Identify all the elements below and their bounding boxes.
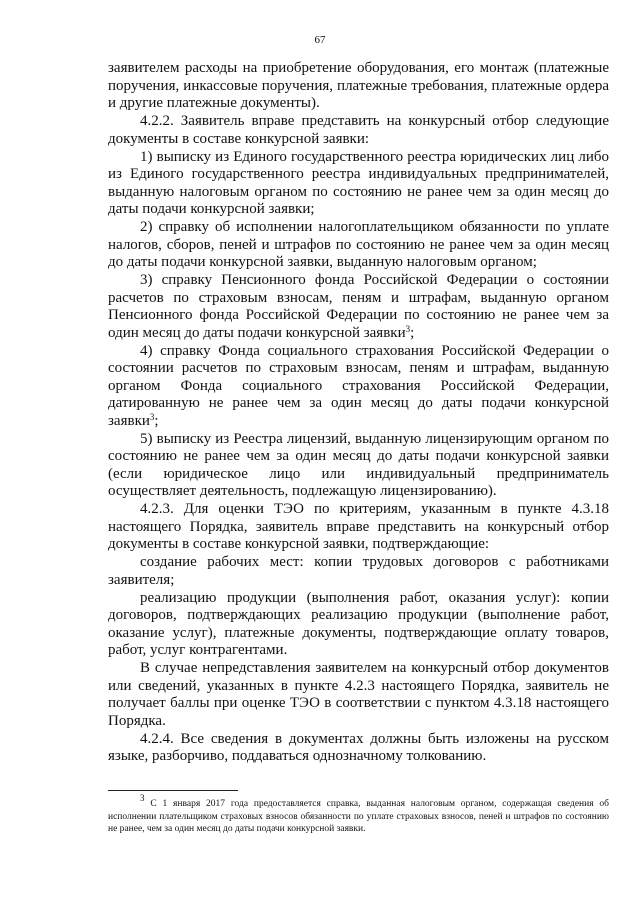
paragraph-text: реализацию продукции (выполнения работ, оказания услуг): копии договоров, подтверждающих реализацию продукции (выполнение работ, оказание услуг), платежные документы, подтверждающие оплату товаров, работ, услуг контрагентами.	[108, 589, 609, 658]
footnote-separator	[108, 790, 238, 791]
paragraph-4-2-3	[108, 501, 609, 554]
list-item-1	[108, 149, 609, 219]
list-item-3	[108, 272, 609, 342]
paragraph-text: 2) справку об исполнении налогоплательщиком обязанности по уплате налогов, сборов, пеней и штрафов по состоянию не ранее чем за один месяц до даты подачи конкурсной заявки, выданную налоговым органом;	[108, 219, 609, 270]
paragraph-text: 4) справку Фонда социального страхования Российской Федерации о состоянии расчетов по страховым взносам, пеням и штрафам, выданную органом Фонда социального страхования Российской Федерации, датированную не ранее чем за один месяц до даты подачи конкурсной заявки	[108, 342, 609, 429]
paragraph-text: 4.2.4. Все сведения в документах должны быть изложены на русском языке, разборчиво, поддаваться однозначному толкованию.	[108, 730, 609, 764]
paragraph-text: 3) справку Пенсионного фонда Российской Федерации о состоянии расчетов по страховым взносам, пеням и штрафам, выданную органом Пенсионного фонда Российской Федерации по состоянию не ранее чем за один месяц до даты подачи конкурсной заявки	[108, 272, 609, 341]
paragraph-sales	[108, 590, 609, 660]
footnote-reference: 3	[149, 411, 155, 422]
paragraph-text: 4.2.2. Заявитель вправе представить на конкурсный отбор следующие документы в составе конкурсной заявки:	[108, 113, 609, 147]
paragraph-text: В случае непредставления заявителем на конкурсный отбор документов или сведений, указанных в пункте 4.2.3 настоящего Порядка, заявитель не получает баллы при оценке ТЭО в соответствии с пунктом 4.3.18 настоящего Порядка.	[108, 660, 609, 729]
list-item-4	[108, 343, 609, 431]
footnote-reference: 3	[405, 323, 411, 334]
paragraph-text: заявителем расходы на приобретение оборудования, его монтаж (платежные поручения, инкассовые поручения, платежные требования, платежные ордера и другие платежные документы).	[108, 60, 609, 111]
paragraph-continuation	[108, 60, 609, 113]
paragraph-4-2-4	[108, 731, 609, 766]
list-item-2	[108, 219, 609, 272]
list-item-5	[108, 431, 609, 501]
paragraph-text: 1) выписку из Единого государственного реестра юридических лиц либо из Единого государственного реестра индивидуальных предпринимателей, выданную налоговым органом по состоянию не ранее чем за один месяц до даты подачи конкурсной заявки;	[108, 148, 609, 217]
document-body	[108, 60, 609, 766]
paragraph-text: 4.2.3. Для оценки ТЭО по критериям, указанным в пункте 4.3.18 настоящего Порядка, заявитель вправе представить на конкурсный отбор документы в составе конкурсной заявки, подтверждающие:	[108, 501, 609, 552]
footnote-text: С 1 января 2017 года предоставляется справка, выданная налоговым органом, содержащая сведения об исполнении плательщиком страховых взносов обязанности по уплате страховых взносов, пеней и штрафов по состоянию не ранее, чем за один месяц до даты подачи конкурсной заявки.	[108, 799, 609, 834]
footnote	[108, 793, 609, 836]
paragraph-4-2-2	[108, 113, 609, 148]
paragraph-jobs	[108, 554, 609, 589]
paragraph-tail: ;	[154, 412, 159, 429]
paragraph-text: создание рабочих мест: копии трудовых договоров с работниками заявителя;	[108, 554, 609, 588]
footnote-mark: 3	[140, 793, 145, 803]
page-number: 67	[314, 34, 326, 46]
paragraph-nonsubmission	[108, 660, 609, 730]
paragraph-text: 5) выписку из Реестра лицензий, выданную лицензирующим органом по состоянию не ранее чем за один месяц до даты подачи конкурсной заявки (если юридическое лицо или индивидуальный предприниматель осуществляет деятельность, подлежащую лицензированию).	[108, 430, 609, 499]
paragraph-tail: ;	[410, 324, 415, 341]
